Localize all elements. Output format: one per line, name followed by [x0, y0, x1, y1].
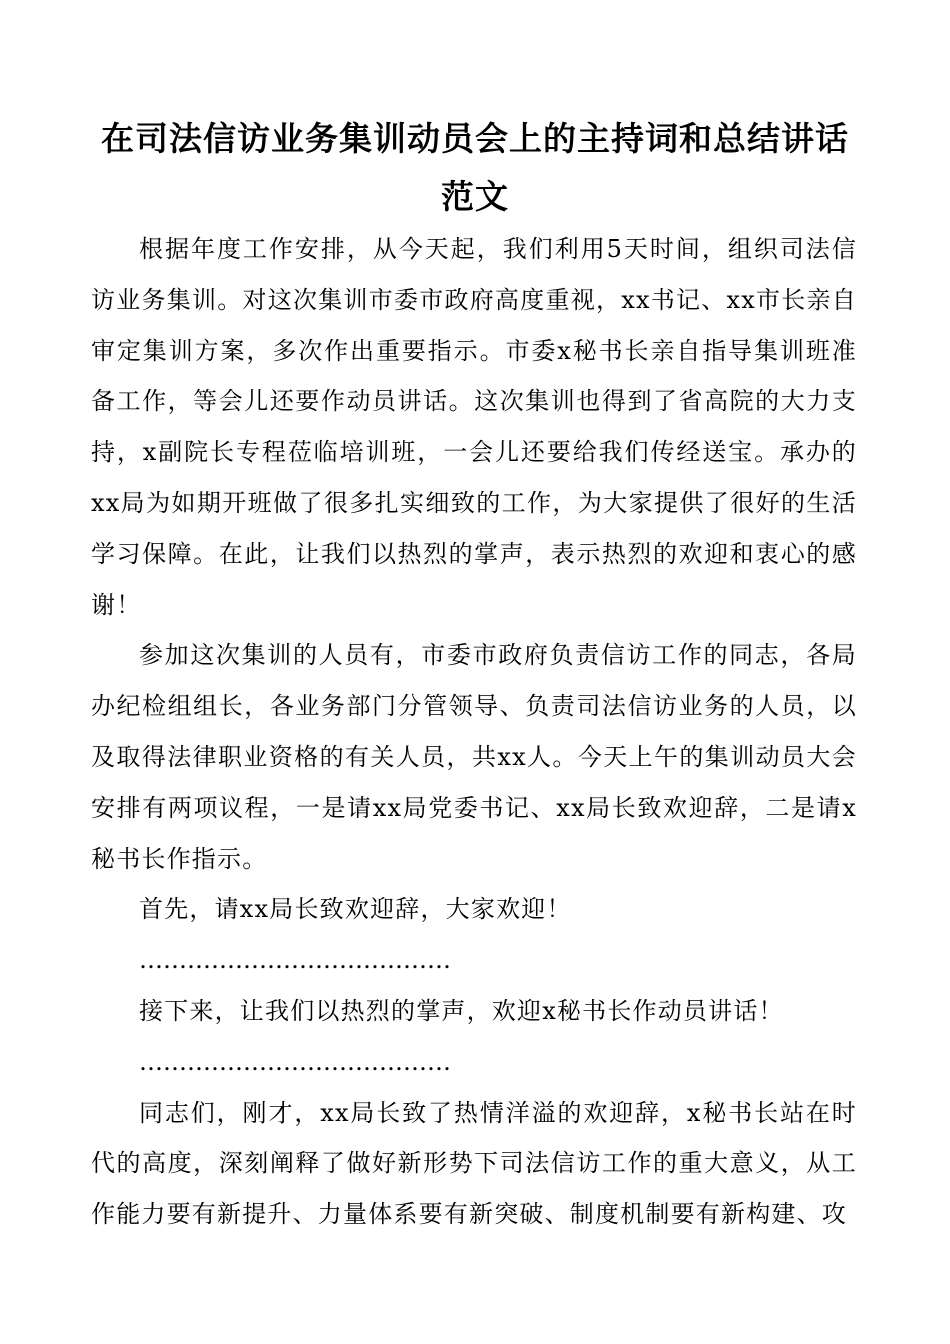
paragraph-speech-invite: 接下来，让我们以热烈的掌声，欢迎x秘书长作动员讲话！: [139, 996, 784, 1025]
document-body: [91, 224, 857, 1240]
ellipsis-separator: …………………………………: [139, 946, 451, 975]
paragraph-welcome-invite: 首先，请xx局长致欢迎辞，大家欢迎！: [139, 895, 572, 924]
document-title: 在司法信访业务集训动员会上的主持词和总结讲话范文: [101, 119, 849, 216]
paragraph-summary: 同志们，刚才，xx局长致了热情洋溢的欢迎辞，x秘书长站在时代的高度，深刻阐释了做好新形势下司法信访工作的重大意义，从工作能力要有新提升、力量体系要有新突破、制度机制要有新构建、攻: [91, 1098, 857, 1229]
paragraph-opening: 根据年度工作安排，从今天起，我们利用5天时间，组织司法信访业务集训。对这次集训市委市政府高度重视，xx书记、xx市长亲自审定集训方案，多次作出重要指示。市委x秘书长亲自指导集训班准备工作，等会儿还要作动员讲话。这次集训也得到了省高院的大力支持，x副院长专程莅临培训班，一会儿还要给我们传经送宝。承办的xx局为如期开班做了很多扎实细致的工作，为大家提供了很好的生活学习保障。在此，让我们以热烈的掌声，表示热烈的欢迎和衷心的感谢！: [91, 235, 857, 619]
paragraph-participants: 参加这次集训的人员有，市委市政府负责信访工作的同志，各局办纪检组组长，各业务部门分管领导、负责司法信访业务的人员，以及取得法律职业资格的有关人员，共xx人。今天上午的集训动员大会安排有两项议程，一是请xx局党委书记、xx局长致欢迎辞，二是请x秘书长作指示。: [91, 641, 857, 873]
ellipsis-separator: …………………………………: [139, 1047, 451, 1076]
